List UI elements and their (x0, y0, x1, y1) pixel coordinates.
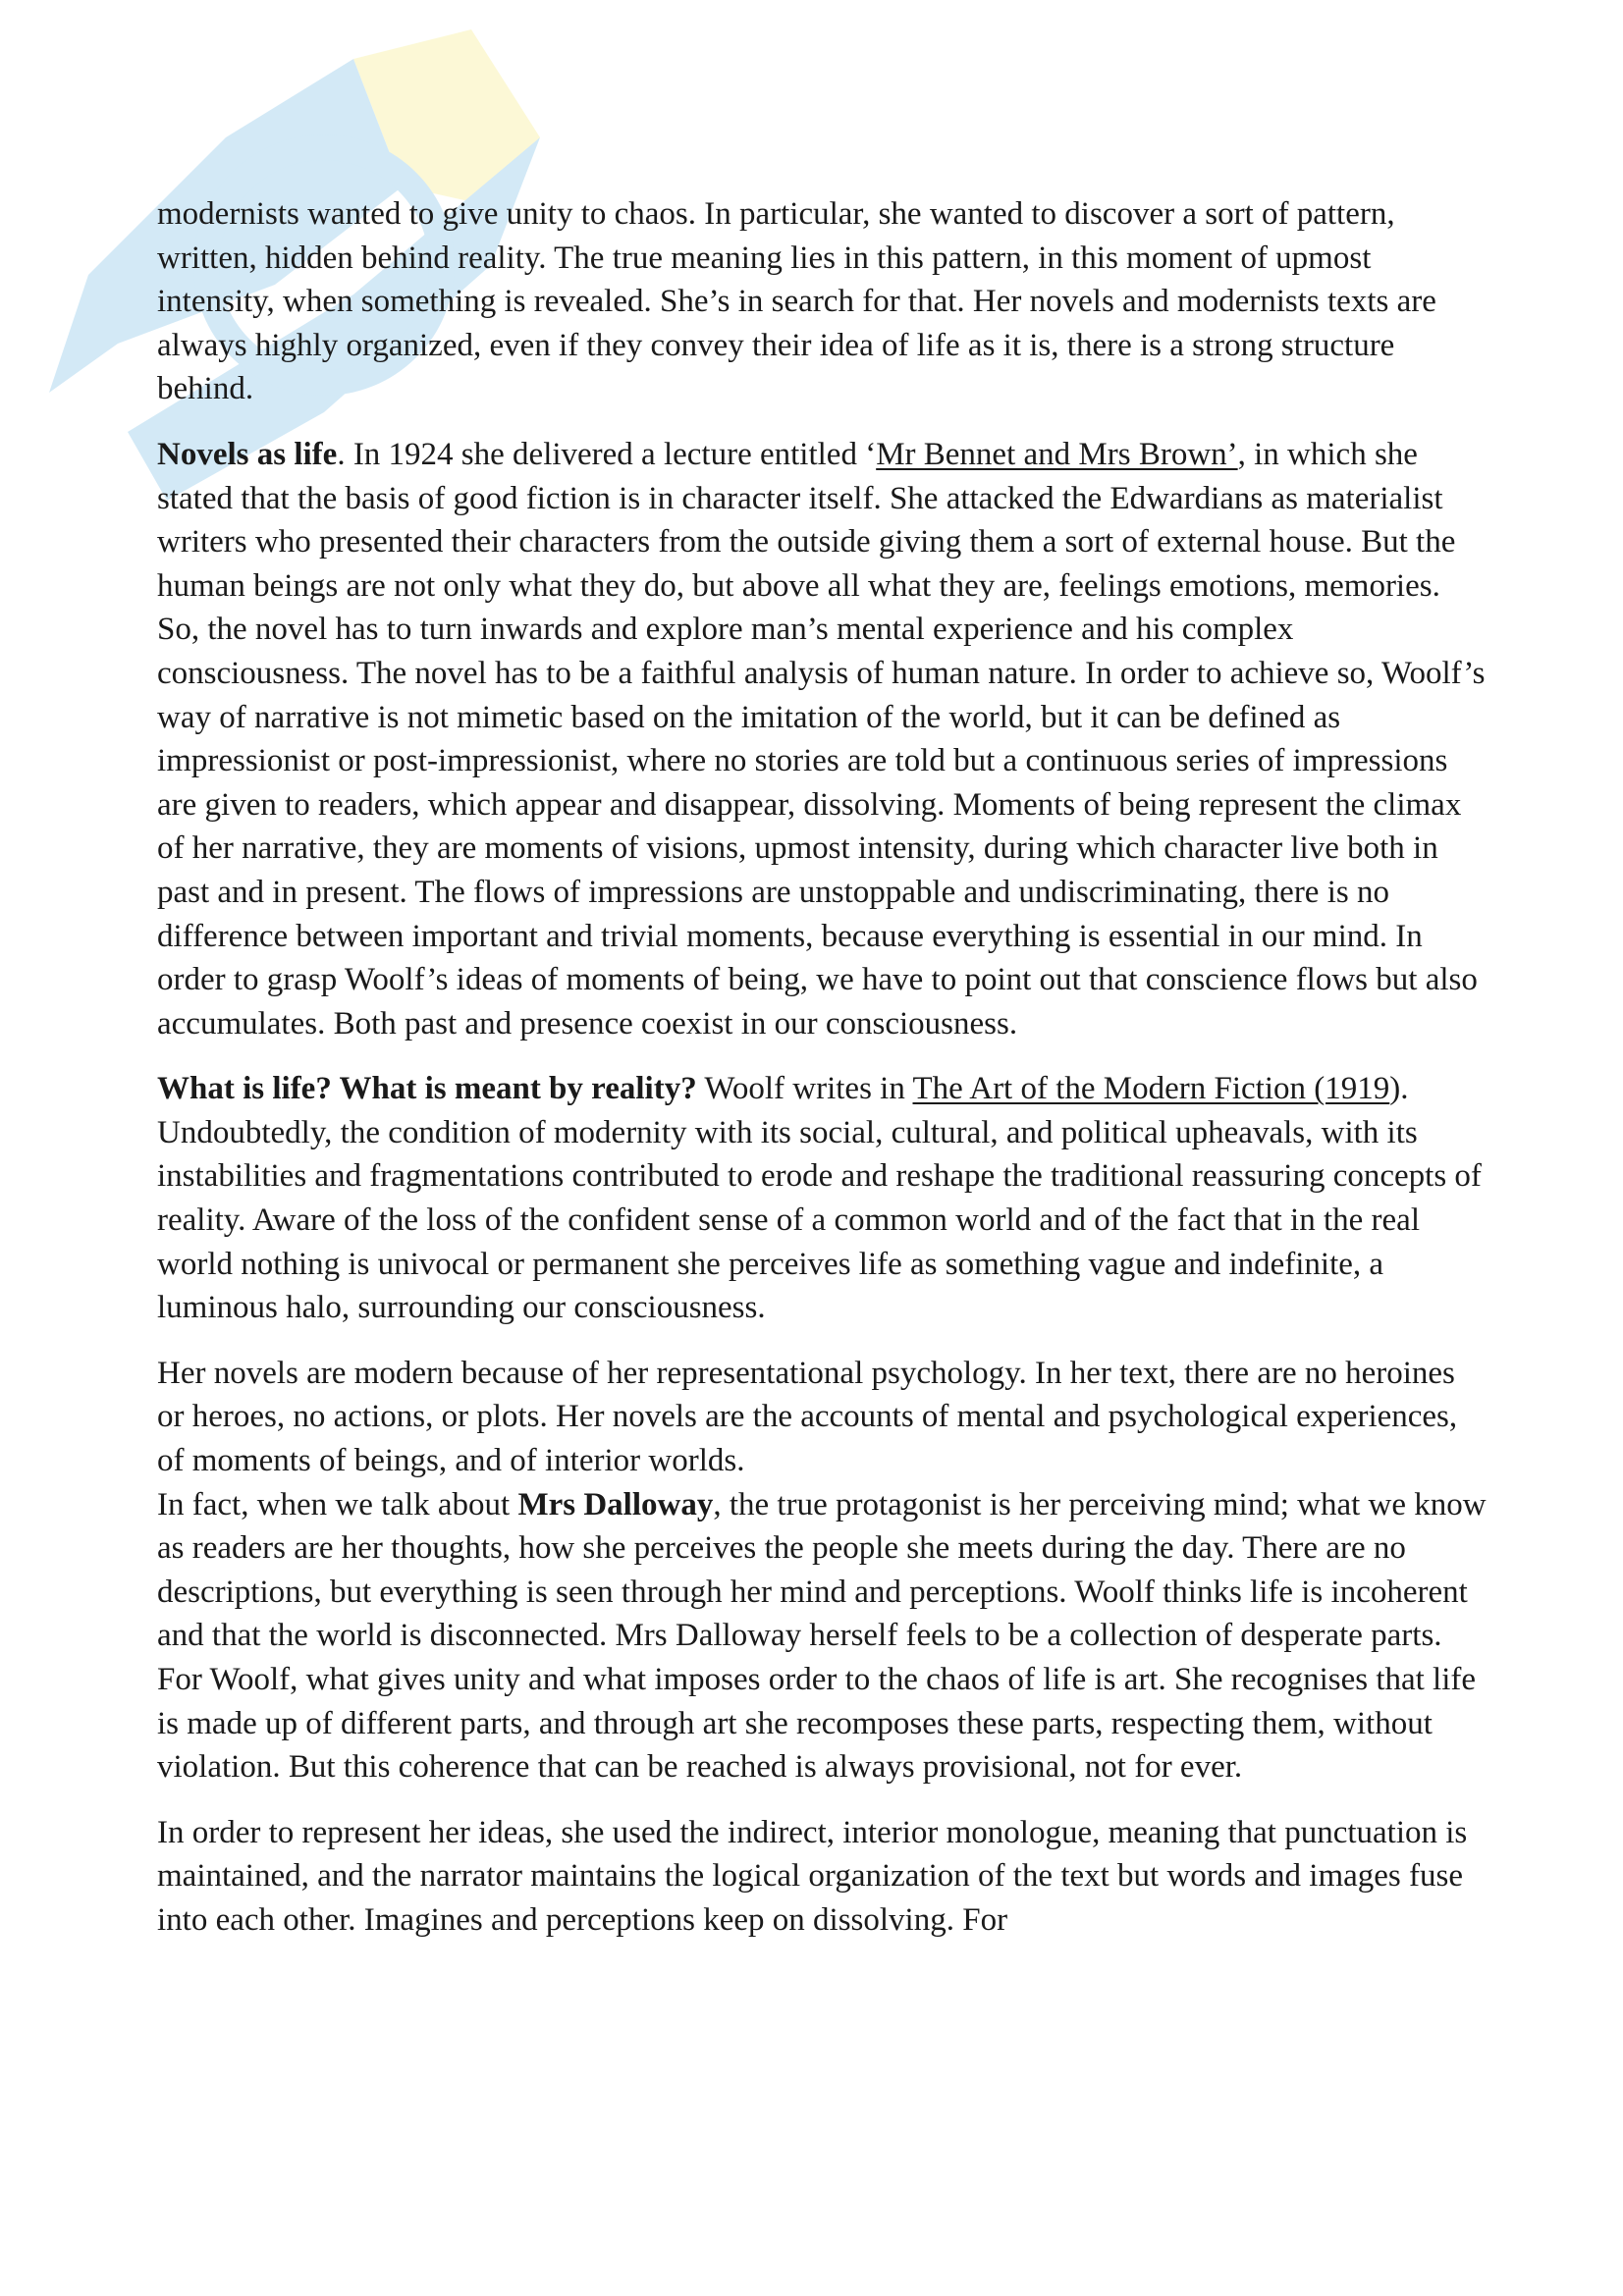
underlined-title: Mr Bennet and Mrs Brown’ (876, 436, 1238, 472)
underlined-title: The Art of the Modern Fiction (1919 (912, 1071, 1390, 1107)
text-segment: , in which she stated that the basis of good fiction is in character itself. She attacked the Edwardians as materialist writers who presented their characters from the outside giving them a sort of external house. But the human beings are not only what they do, but above all what they are, feelings emotions, memories. So, the novel has to turn inwards and explore man’s mental experience and his complex consciousness. The novel has to be a faithful analysis of human nature. In order to achieve so, Woolf’s way of narrative is not mimetic based on the imitation of the world, but it can be defined as impressionist or post-impressionist, where no stories are told but a continuous series of impressions are given to readers, which appear and disappear, dissolving. Moments of being represent the climax of her narrative, they are moments of visions, upmost intensity, during which character live both in past and in present. The flows of impressions are unstoppable and undiscriminating, there is no difference between important and trivial moments, because everything is essential in our mind. In order to grasp Woolf’s ideas of moments of being, we have to point out that conscience flows but also accumulates. Both past and presence coexist in our consciousness. (157, 436, 1486, 1041)
paragraph (157, 1811, 1488, 1943)
text-segment: Woolf writes in (696, 1071, 913, 1107)
text-segment: Her novels are modern because of her representational psychology. In her text, there are no heroines or heroes, no actions, or plots. Her novels are the accounts of mental and psychological experiences, of moments of beings, and of interior worlds. (157, 1355, 1458, 1479)
bold-text: Mrs Dalloway (517, 1486, 714, 1522)
paragraph (157, 1483, 1488, 1789)
text-segment: . In 1924 she delivered a lecture entitled ‘ (337, 436, 877, 472)
paragraph (157, 1352, 1488, 1483)
paragraph (157, 1067, 1488, 1330)
paragraph (157, 192, 1488, 411)
paragraph (157, 433, 1488, 1045)
text-segment: modernists wanted to give unity to chaos. In particular, she wanted to discover a sort of pattern, written, hidden behind reality. The true meaning lies in this pattern, in this moment of upmost intensity, when something is revealed. She’s in search for that. Her novels and modernists texts are always highly organized, even if they convey their idea of life as it is, there is a strong structure behind. (157, 196, 1436, 407)
text-segment: , the true protagonist is her perceiving mind; what we know as readers are her thoughts, how she perceives the people she meets during the day. There are no descriptions, but everything is seen through her mind and perceptions. Woolf thinks life is incoherent and that the world is disconnected. Mrs Dalloway herself feels to be a collection of desperate parts. For Woolf, what gives unity and what imposes order to the chaos of life is art. She recognises that life is made up of different parts, and through art she recomposes these parts, respecting them, without violation. But this coherence that can be reached is always provisional, not for ever. (157, 1486, 1487, 1786)
text-segment: ). Undoubtedly, the condition of modernity with its social, cultural, and political upheavals, with its instabilities and fragmentations contributed to erode and reshape the traditional reassuring concepts of reality. Aware of the loss of the confident sense of a common world and of the fact that in the real world nothing is univocal or permanent she perceives life as something vague and indefinite, a luminous halo, surrounding our consciousness. (157, 1071, 1482, 1326)
bold-text: Novels as life (157, 436, 338, 472)
bold-text: What is life? What is meant by reality? (157, 1071, 697, 1107)
text-segment: In fact, when we talk about (157, 1486, 518, 1522)
document-body (157, 192, 1488, 1964)
text-segment: In order to represent her ideas, she used the indirect, interior monologue, meaning that punctuation is maintained, and the narrator maintains the logical organization of the text but words and images fuse into each other. Imagines and perceptions keep on dissolving. For (157, 1814, 1468, 1938)
